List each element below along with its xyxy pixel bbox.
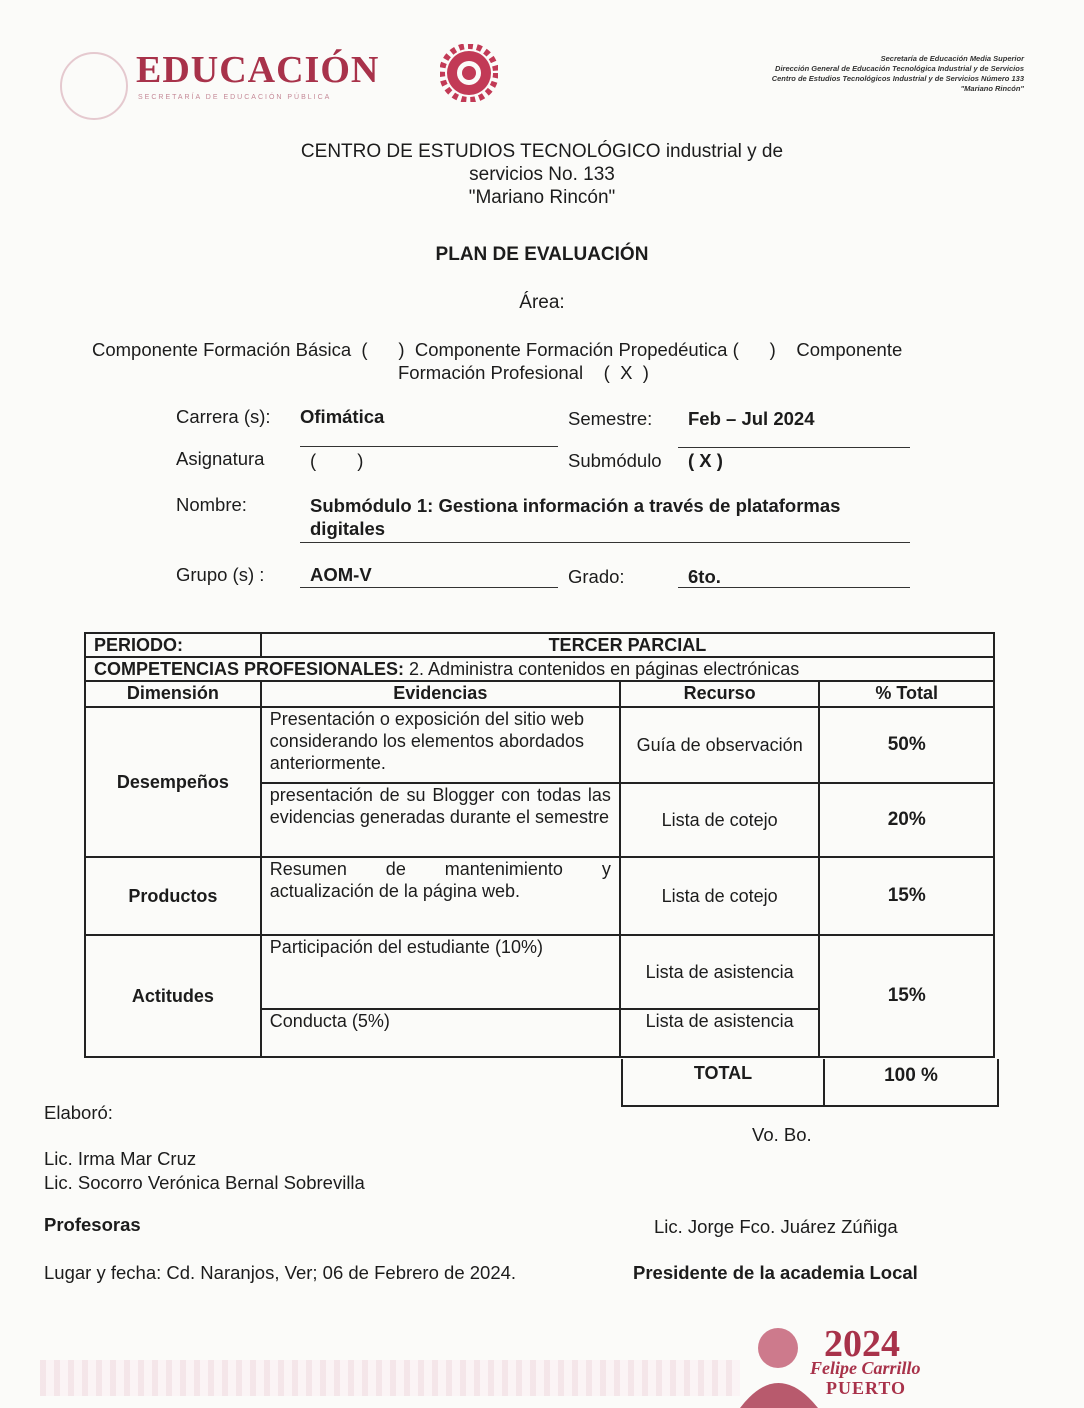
recurso-cell: Lista de asistencia xyxy=(620,935,820,1009)
coat-of-arms-seal xyxy=(60,52,128,120)
footer-pattern-band xyxy=(40,1360,740,1396)
table-row xyxy=(85,707,994,783)
semestre-label: Semestre: xyxy=(568,408,653,429)
pct-cell: 15% xyxy=(819,857,994,935)
table-row xyxy=(85,935,994,1009)
footer-year: 2024 xyxy=(824,1323,900,1365)
nombre-label: Nombre: xyxy=(176,494,247,515)
recurso-cell: Lista de asistencia xyxy=(620,1009,820,1057)
header-dimension: Dimensión xyxy=(85,681,261,707)
grupo-value: AOM-V xyxy=(300,564,558,588)
recurso-cell: Lista de cotejo xyxy=(620,857,820,935)
pct-cell: 50% xyxy=(819,707,994,783)
evidencia-cell: Presentación o exposición del sitio web considerando los elementos abordados anteriormente. xyxy=(261,707,620,783)
submodulo-label: Submódulo xyxy=(568,450,662,471)
grado-label: Grado: xyxy=(568,566,625,587)
nombre-value: Submódulo 1: Gestiona información a través de plataformas digitales xyxy=(300,494,910,543)
president-name: Lic. Jorge Fco. Juárez Zúñiga xyxy=(654,1216,898,1237)
grado-value: 6to. xyxy=(678,566,910,588)
evidencia-cell: Conducta (5%) xyxy=(261,1009,620,1057)
recurso-cell: Guía de observación xyxy=(620,707,820,783)
total-label: TOTAL xyxy=(623,1059,825,1105)
portrait-illustration xyxy=(730,1318,820,1408)
area-label: Área: xyxy=(519,292,565,313)
total-row xyxy=(621,1059,999,1107)
components-line-2: Formación Profesional ( X ) xyxy=(398,362,649,383)
teacher-name-2: Lic. Socorro Verónica Bernal Sobrevilla xyxy=(44,1172,365,1193)
lugar-fecha: Lugar y fecha: Cd. Naranjos, Ver; 06 de Febrero de 2024. xyxy=(44,1262,517,1283)
recurso-cell: Lista de cotejo xyxy=(620,783,820,857)
vobo-label: Vo. Bo. xyxy=(752,1124,812,1145)
asignatura-label: Asignatura xyxy=(176,448,265,469)
dimension-productos: Productos xyxy=(85,857,261,935)
semestre-value: Feb – Jul 2024 xyxy=(678,408,910,448)
president-title: Presidente de la academia Local xyxy=(633,1262,918,1283)
carrera-label: Carrera (s): xyxy=(176,406,271,427)
header-total: % Total xyxy=(819,681,994,707)
dgeti-gear-logo xyxy=(440,44,498,102)
grupo-label: Grupo (s) : xyxy=(176,564,265,585)
competencias-row: COMPETENCIAS PROFESIONALES: 2. Administra contenidos en páginas electrónicas xyxy=(85,657,994,681)
total-value: 100 % xyxy=(884,1065,938,1086)
components-line-1: Componente Formación Básica ( ) Componente Formación Propedéutica ( ) Componente xyxy=(92,339,903,360)
dimension-desempenos: Desempeños xyxy=(85,707,261,857)
submodulo-value: ( X ) xyxy=(688,450,723,471)
header-recurso: Recurso xyxy=(620,681,820,707)
elaboro-label: Elaboró: xyxy=(44,1102,113,1123)
periodo-value: TERCER PARCIAL xyxy=(261,633,994,657)
educacion-logo: EDUCACIÓN xyxy=(136,49,380,91)
carrera-value: Ofimática xyxy=(300,406,558,447)
header-evidencias: Evidencias xyxy=(261,681,620,707)
school-title: CENTRO DE ESTUDIOS TECNOLÓGICO industrial y de servicios No. 133 "Mariano Rincón" xyxy=(300,141,784,208)
evaluation-table xyxy=(84,632,995,1058)
evidencia-cell: Resumen de mantenimiento y actualización de la página web. xyxy=(261,857,620,935)
dimension-actitudes: Actitudes xyxy=(85,935,261,1057)
profesoras-label: Profesoras xyxy=(44,1214,141,1235)
pct-cell: 20% xyxy=(819,783,994,857)
footer-name-1: Felipe Carrillo xyxy=(810,1358,921,1378)
asignatura-value: ( ) xyxy=(310,450,364,471)
evidencia-cell: presentación de su Blogger con todas las evidencias generadas durante el semestre xyxy=(261,783,620,857)
teacher-name-1: Lic. Irma Mar Cruz xyxy=(44,1148,197,1169)
header-right-text: Secretaría de Educación Media Superior Dirección General de Educación Tecnológica Industrial y de Servicios Centro de Estudios Tecnológicos Industrial y de Servicios Número 133 "Mariano Rincón" xyxy=(771,54,1024,93)
footer-name-2: PUERTO xyxy=(826,1378,907,1398)
table-row xyxy=(85,857,994,935)
evidencia-cell: Participación del estudiante (10%) xyxy=(261,935,620,1009)
logo-subtext: SECRETARÍA DE EDUCACIÓN PÚBLICA xyxy=(138,94,332,101)
periodo-label: PERIODO: xyxy=(85,633,261,657)
page-title: PLAN DE EVALUACIÓN xyxy=(435,244,649,265)
pct-cell: 15% xyxy=(819,935,994,1057)
